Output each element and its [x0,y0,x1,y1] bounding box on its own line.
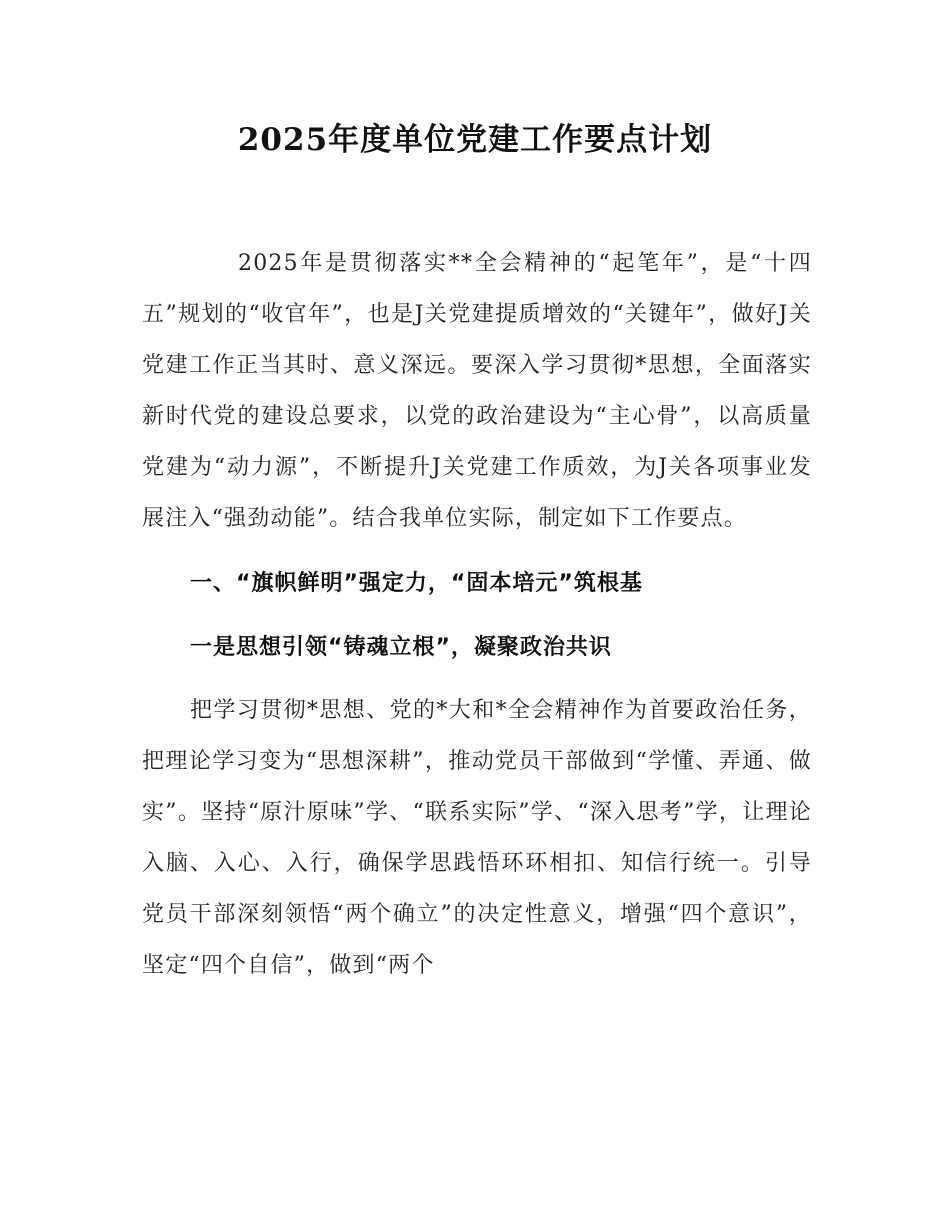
document-body [142,238,812,991]
subsection-1-heading: 一是思想引领“铸魂立根”，凝聚政治共识 [190,635,612,660]
intro-paragraph: 2025年是贯彻落实**全会精神的“起笔年”，是“十四五”规划的“收官年”，也是J关党建提质增效的“关键年”，做好J关党建工作正当其时、意义深远。要深入学习贯彻*思想，全面落实新时代党的建设总要求，以党的政治建设为“主心骨”，以高质量党建为“动力源”，不断提升J关党建工作质效，为J关各项事业发展注入“强劲动能”。结合我单位实际，制定如下工作要点。 [142,251,812,531]
document-title: 2025年度单位党建工作要点计划 [237,122,713,158]
section-1-heading: 一、“旗帜鲜明”强定力，“固本培元”筑根基 [190,571,643,596]
subsection-1-paragraph: 把学习贯彻*思想、党的*大和*全会精神作为首要政治任务，把理论学习变为“思想深耕”，推动党员干部做到“学懂、弄通、做实”。坚持“原汁原味”学、“联系实际”学、“深入思考”学，让理论入脑、入心、入行，确保学思践悟环环相扣、知信行统一。引导党员干部深刻领悟“两个确立”的决定性意义，增强“四个意识”，坚定“四个自信”，做到“两个 [142,698,812,978]
